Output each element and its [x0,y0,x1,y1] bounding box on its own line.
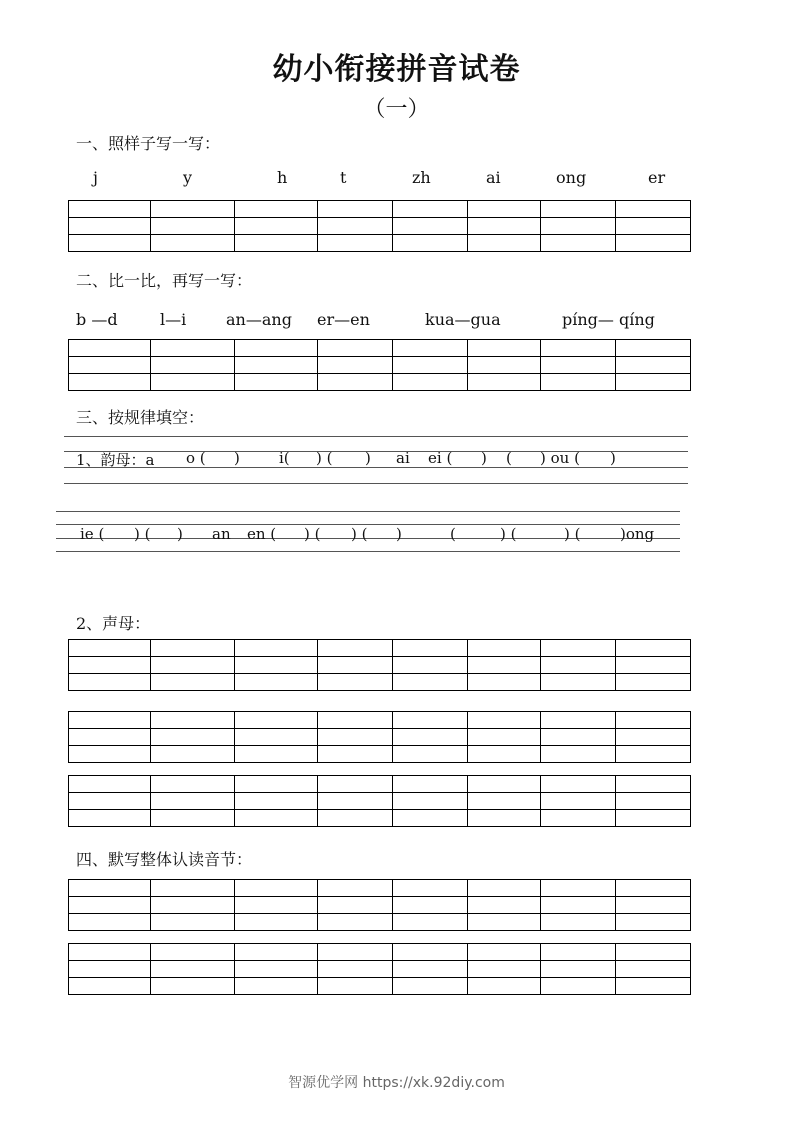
fill-text: ) ou ( [540,449,580,467]
fill-text: ( [450,525,456,543]
pinyin-item: h [277,168,288,187]
pinyin-item: t [340,168,347,187]
pinyin-item: er [648,168,666,187]
fill-text: o ( [186,449,206,467]
section-3-2-heading: 2、声母： [76,614,151,633]
fill-text: ) [481,449,487,467]
fill-text: ) [396,525,402,543]
section-3-heading: 三、按规律填空： [76,408,205,427]
pinyin-pair: b —d [76,310,118,329]
fill-text: ) [234,449,240,467]
section-4-heading: 四、默写整体认读音节： [76,850,253,869]
writing-grid [68,639,691,691]
fill-text: ) ( [351,525,368,543]
fill-text: ( [506,449,512,467]
pinyin-item: zh [412,168,431,187]
pinyin-pair: l—i [160,310,187,329]
writing-grid [68,339,691,391]
writing-grid [68,879,691,931]
guide-line [64,483,688,484]
pinyin-pair: píng— qíng [562,310,655,329]
writing-grid [68,200,691,252]
page-subtitle: （一） [363,97,430,122]
pinyin-pair: er—en [317,310,370,329]
fill-text: ei ( [428,449,453,467]
guide-line [64,451,688,452]
writing-grid [68,943,691,995]
section-2-heading: 二、比一比，再写一写： [76,271,253,290]
fill-text: )ong [620,525,655,543]
page-title: 幼小衔接拼音试卷 [272,52,521,87]
fill-text: an [212,525,231,543]
pinyin-pair: kua—gua [425,310,501,329]
fill-text: ie ( [80,525,105,543]
fill-text: ) ( [134,525,151,543]
fill-text: ai [396,449,410,467]
guide-line [64,436,688,437]
fill-text: 1、韵母：a [76,451,155,469]
guide-line [56,551,680,552]
guide-line [64,467,688,468]
guide-line [56,511,680,512]
fill-text: en ( [247,525,277,543]
fill-text: i( [279,449,290,467]
pinyin-item: j [93,168,98,187]
fill-text: ) [365,449,371,467]
pinyin-item: ong [556,168,587,187]
fill-text: ) [177,525,183,543]
fill-text: ) [610,449,616,467]
writing-grid [68,711,691,763]
fill-text: ) ( [564,525,581,543]
pinyin-item: ai [486,168,501,187]
writing-grid [68,775,691,827]
pinyin-item: y [183,168,193,187]
pinyin-pair: an—ang [226,310,292,329]
footer-watermark: 智源优学网 https://xk.92diy.com [288,1075,505,1091]
fill-text: ) ( [304,525,321,543]
fill-text: ) ( [316,449,333,467]
fill-text: ) ( [500,525,517,543]
section-1-heading: 一、照样子写一写： [76,134,221,153]
